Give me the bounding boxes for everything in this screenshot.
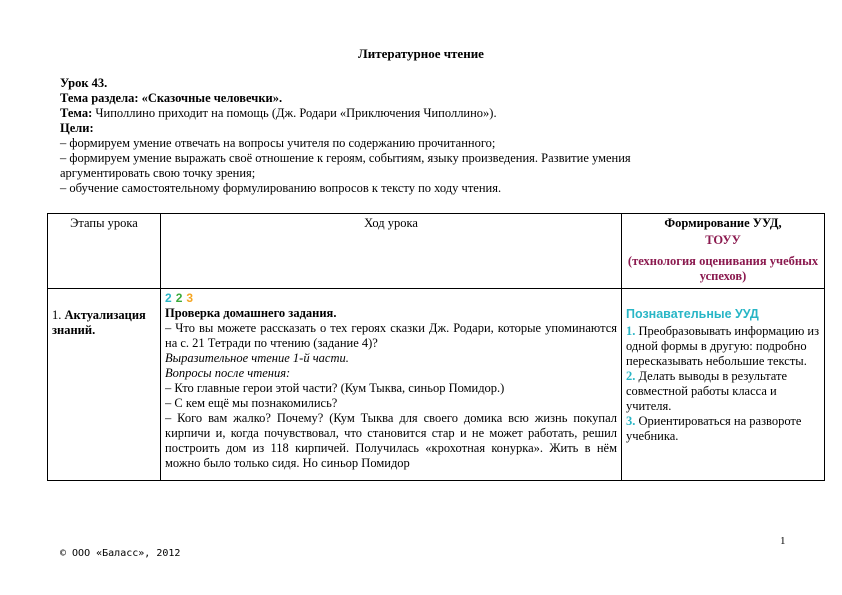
stage-number: 1. xyxy=(52,308,62,322)
level-number: 3 xyxy=(186,291,194,305)
course-content xyxy=(165,291,617,478)
section-line xyxy=(60,91,760,106)
document-title: Литературное чтение xyxy=(358,46,484,61)
level-number: 2 xyxy=(175,291,183,305)
header-uud-main: Формирование УУД, xyxy=(664,216,782,230)
table-row xyxy=(48,289,825,481)
header-touu-tech: (технология оценивания учебных успехов) xyxy=(627,254,819,283)
uud-item xyxy=(626,414,820,444)
goal-item: – обучение самостоятельному формулированию вопросов к тексту по ходу чтения. xyxy=(60,181,502,195)
topic-line xyxy=(60,106,760,121)
header-uud xyxy=(622,214,825,289)
stage-name: Актуализация знаний. xyxy=(52,308,146,337)
course-heading: Проверка домашнего задания. xyxy=(165,306,337,320)
page-number: 1 xyxy=(780,535,786,547)
uud-cell xyxy=(622,289,825,481)
table-header-row xyxy=(48,214,825,289)
course-paragraph: – Кто главные герои этой части? (Кум Тыква, синьор Помидор.) xyxy=(165,381,505,395)
goal-item: аргументировать свою точку зрения; xyxy=(60,166,256,180)
topic-label: Тема: xyxy=(60,106,93,120)
uud-item-number: 3. xyxy=(626,414,636,428)
section-label: Тема раздела: xyxy=(60,91,139,105)
goal-item: – формируем умение выражать своё отношение к героям, событиям, языку произведения. Развитие умения xyxy=(60,151,631,165)
course-paragraph: – С кем ещё мы познакомились? xyxy=(165,396,338,410)
course-paragraph: Вопросы после чтения: xyxy=(165,366,291,380)
uud-content xyxy=(626,307,820,444)
lesson-header xyxy=(60,76,760,196)
level-number: 2 xyxy=(165,291,172,305)
uud-item xyxy=(626,369,820,414)
lesson-number: Урок 43. xyxy=(60,76,108,90)
uud-item xyxy=(626,324,820,369)
header-stages: Этапы урока xyxy=(48,214,161,289)
stage-label xyxy=(52,308,156,338)
uud-item-text: Делать выводы в результате совместной работы класса и учителя. xyxy=(626,369,788,413)
course-paragraph: Выразительное чтение 1-й части. xyxy=(165,351,349,365)
header-touu: ТОУУ xyxy=(705,233,741,247)
course-cell xyxy=(161,289,622,481)
uud-title: Познавательные УУД xyxy=(626,307,759,321)
course-paragraph: – Что вы можете рассказать о тех героях сказки Дж. Родари, которые упоминаются на с. 21 Тетради по чтению (задание 4)? xyxy=(165,321,617,350)
stage-cell xyxy=(48,289,161,481)
lesson-table xyxy=(47,213,825,481)
uud-item-number: 2. xyxy=(626,369,636,383)
course-paragraph: – Кого вам жалко? Почему? (Кум Тыква для своего домика всю жизнь покупал кирпичи и, когда почувствовал, что становится стар и не может работать, решил построить дом из 118 кирпичей. Получилась «крохотная конурка». Жить в нём можно было только сидя. Но синьор Помидор xyxy=(165,411,617,470)
goal-item: – формируем умение отвечать на вопросы учителя по содержанию прочитанного; xyxy=(60,136,496,150)
level-numbers xyxy=(165,291,617,306)
copyright-footer: © ООО «Баласс», 2012 xyxy=(60,548,181,559)
uud-item-text: Преобразовывать информацию из одной формы в другую: подробно пересказывать небольшие тексты. xyxy=(626,324,820,368)
header-course: Ход урока xyxy=(161,214,622,289)
uud-item-number: 1. xyxy=(626,324,636,338)
section-value: «Сказочные человечки». xyxy=(141,91,283,105)
uud-item-text: Ориентироваться на развороте учебника. xyxy=(626,414,802,443)
topic-value: Чиполлино приходит на помощь (Дж. Родари «Приключения Чиполлино»). xyxy=(95,106,497,120)
goals-label: Цели: xyxy=(60,121,94,135)
